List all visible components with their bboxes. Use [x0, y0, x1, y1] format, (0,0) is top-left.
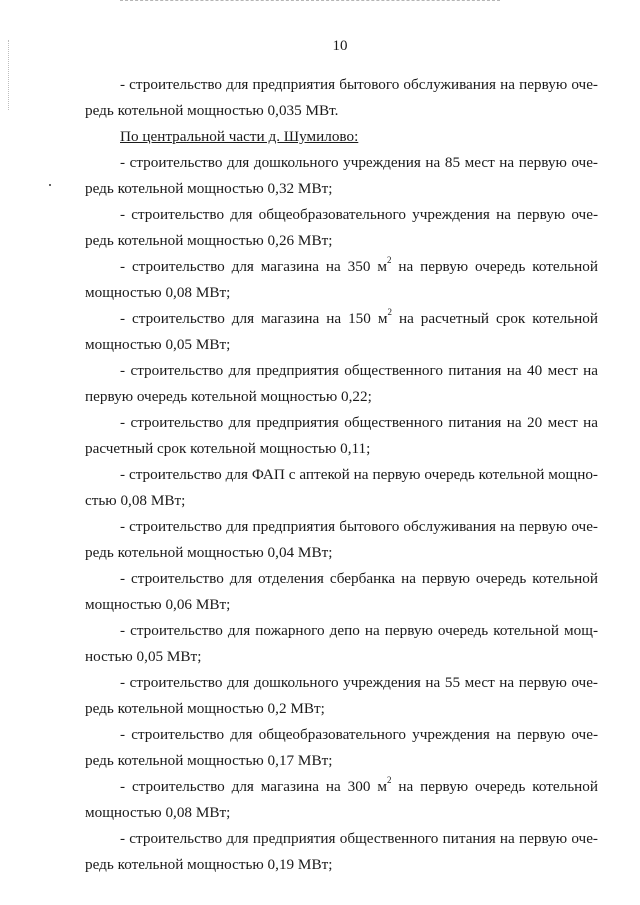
superscript: 2 [386, 774, 392, 785]
paragraph-line: редь котельной мощностью 0,2 МВт; [85, 700, 325, 717]
paragraph-13 [85, 722, 598, 774]
paragraph-line: мощностью 0,05 МВт; [85, 336, 231, 353]
paragraph-line [85, 774, 598, 800]
superscript: 2 [387, 306, 392, 317]
paragraph-line: - строительство для отделения сбербанка на первую очередь котельной [120, 570, 598, 587]
paragraph-8 [85, 462, 598, 514]
paragraph-line: - строительство для общеобразовательного учреждения на первую оче- [120, 206, 598, 223]
paragraph-line [85, 254, 598, 280]
line-text: на расчетный срок котельной [391, 310, 599, 327]
line-text: на первую очередь котельной [391, 778, 598, 795]
paragraph-line: - строительство для предприятия общественного питания на первую оче- [120, 830, 598, 847]
line-text: - строительство для магазина на 300 м [120, 778, 387, 795]
paragraph-line: - строительство для предприятия бытового обслуживания на первую оче- [120, 76, 598, 93]
paragraph-line: - строительство для пожарного депо на первую очередь котельной мощ- [120, 622, 598, 639]
paragraph-line: - строительство для предприятия общественного питания на 20 мест на [120, 414, 598, 431]
paragraph-line: первую очередь котельной мощностью 0,22; [85, 388, 372, 405]
paragraph-7 [85, 410, 598, 462]
line-text: на первую очередь котельной [391, 258, 598, 275]
paragraph-line: редь котельной мощностью 0,19 МВт; [85, 856, 333, 873]
paragraph-line: редь котельной мощностью 0,17 МВт; [85, 752, 333, 769]
paragraph-line: расчетный срок котельной мощностью 0,11; [85, 440, 371, 457]
paragraph-15 [85, 826, 598, 878]
paragraph-6 [85, 358, 598, 410]
paragraph-line: редь котельной мощностью 0,035 МВт. [85, 102, 339, 119]
paragraph-line: ностью 0,05 МВт; [85, 648, 202, 665]
line-text: - строительство для магазина на 150 м [120, 310, 388, 327]
paragraph-line: - строительство для общеобразовательного учреждения на первую оче- [120, 726, 598, 743]
paragraph-line: стью 0,08 МВт; [85, 492, 186, 509]
line-text: - строительство для магазина на 350 м [120, 258, 387, 275]
paragraph-line: - строительство для предприятия бытового обслуживания на первую оче- [120, 518, 598, 535]
paragraph-5 [85, 306, 598, 358]
paragraph-line: мощностью 0,08 МВт; [85, 804, 231, 821]
paragraph-line: мощностью 0,08 МВт; [85, 284, 231, 301]
section-heading: По центральной части д. Шумилово: [120, 128, 359, 145]
paragraph-2 [85, 150, 598, 202]
paragraph-line: - строительство для ФАП с аптекой на первую очередь котельной мощно- [120, 466, 598, 483]
paragraph-line: редь котельной мощностью 0,26 МВт; [85, 232, 333, 249]
paragraph-12 [85, 670, 598, 722]
paragraph-line: редь котельной мощностью 0,04 МВт; [85, 544, 333, 561]
paragraph-line: - строительство для предприятия общественного питания на 40 мест на [120, 362, 598, 379]
scan-speck [49, 184, 51, 186]
paragraph-3 [85, 202, 598, 254]
paragraph-line: - строительство для дошкольного учреждения на 55 мест на первую оче- [120, 674, 598, 691]
scan-top-border [120, 0, 500, 4]
paragraph-10 [85, 566, 598, 618]
paragraph-line: мощностью 0,06 МВт; [85, 596, 231, 613]
paragraph-line: - строительство для дошкольного учреждения на 85 мест на первую оче- [120, 154, 598, 171]
page-number: 10 [332, 38, 348, 54]
paragraph-1 [85, 72, 598, 124]
paragraph-14 [85, 774, 598, 826]
paragraph-4 [85, 254, 598, 306]
paragraph-11 [85, 618, 598, 670]
paragraph-line [85, 306, 598, 332]
paragraph-line: редь котельной мощностью 0,32 МВт; [85, 180, 333, 197]
paragraph-9 [85, 514, 598, 566]
superscript: 2 [386, 254, 392, 265]
document-body [85, 72, 598, 878]
